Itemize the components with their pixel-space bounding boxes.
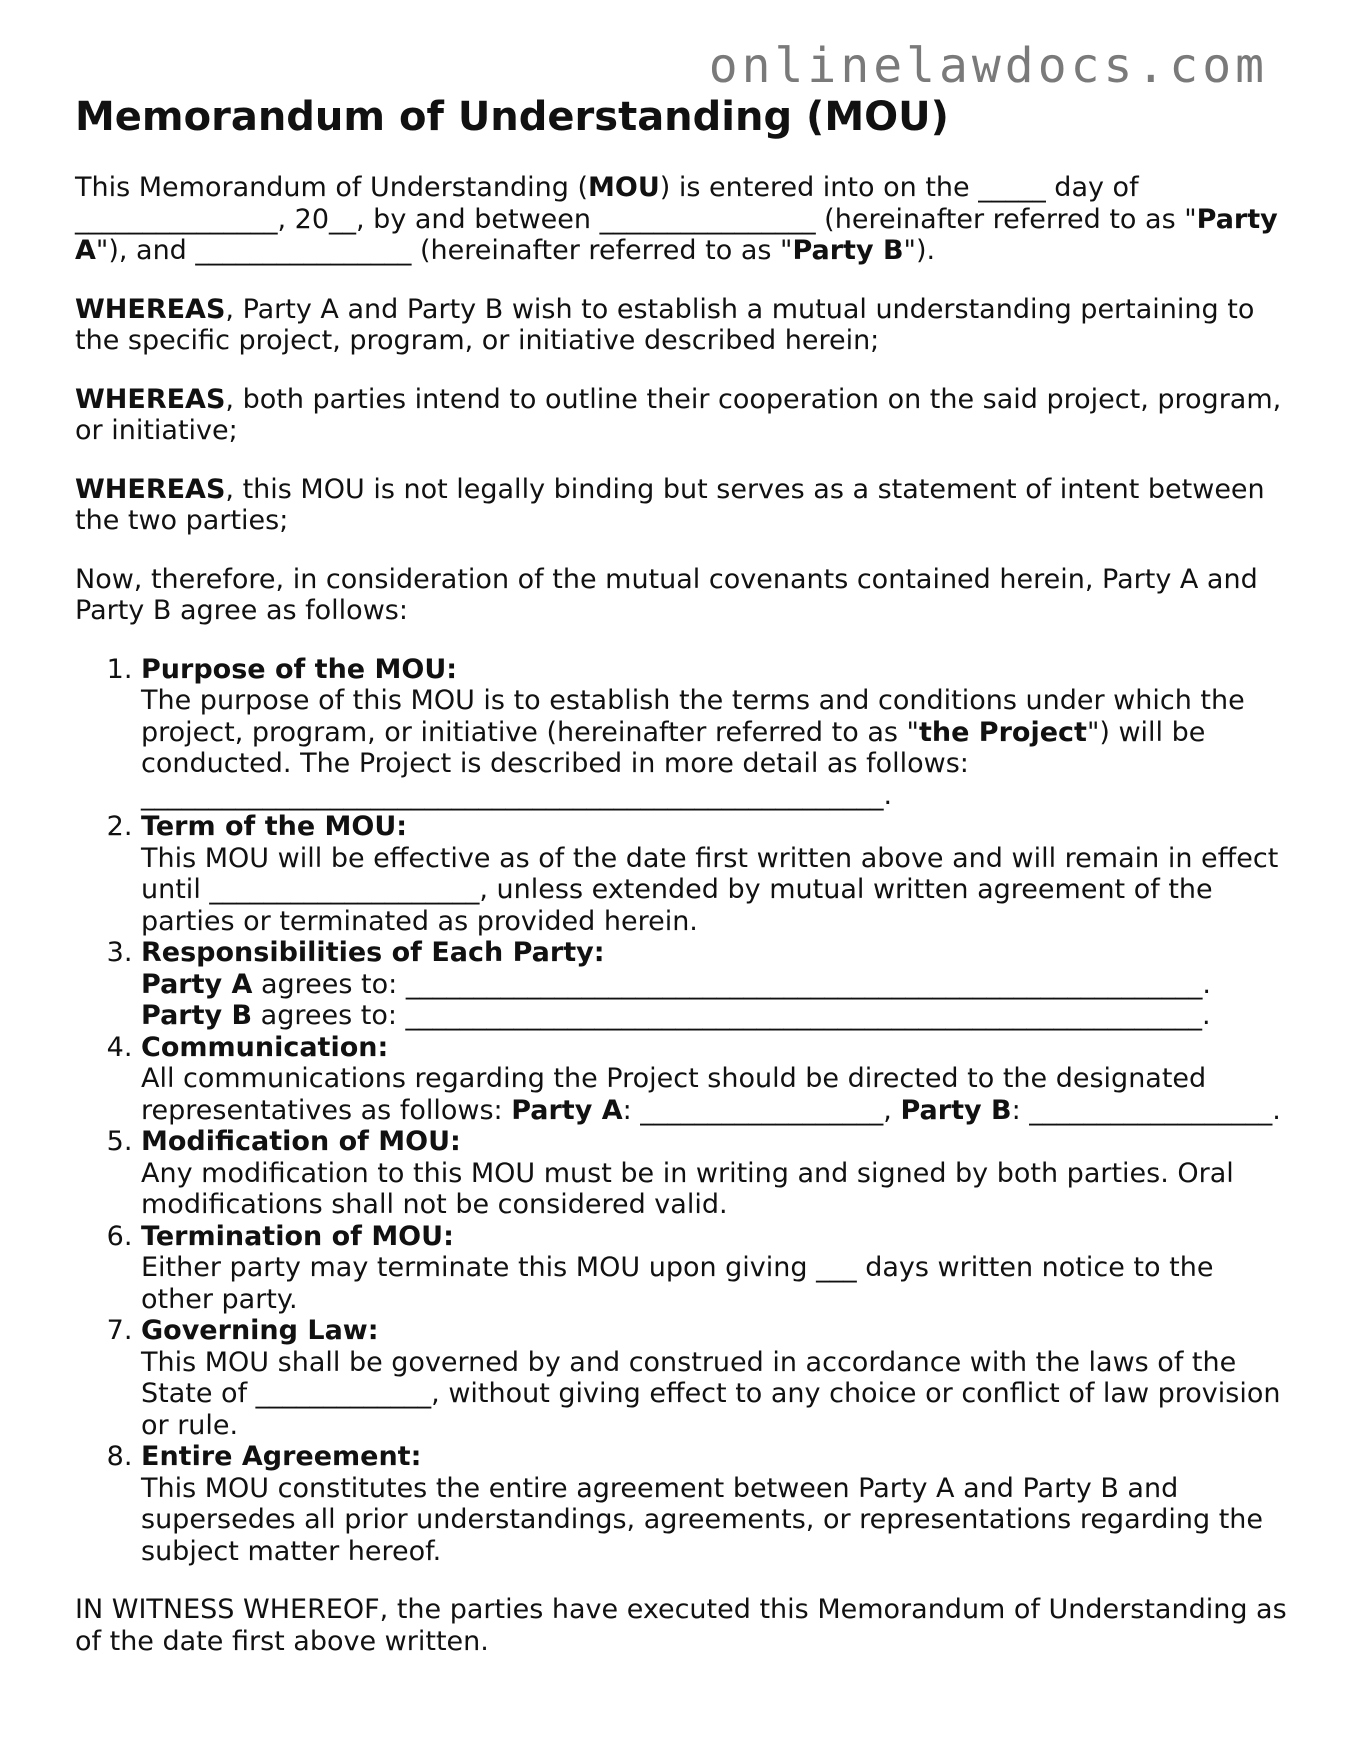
- section-text: This MOU shall be governed by and construed in accordance with the laws of the State of _____________, without giving effect to any choice or conflict of law provision or rule.: [141, 1346, 1281, 1441]
- section-text: ") will be conducted. The Project is described in more detail as follows: _______________________________________________________.: [141, 716, 1206, 811]
- whereas-text: , this MOU is not legally binding but serves as a statement of intent between the two parties;: [75, 473, 1265, 536]
- section-title: 7. Governing Law:: [141, 1315, 379, 1346]
- intro-text: "), and ________________ (hereinafter referred to as ": [95, 235, 793, 266]
- section-title: 1. Purpose of the MOU:: [141, 653, 458, 685]
- whereas-clause-1: [75, 294, 1290, 357]
- section-text: Either party may terminate this MOU upon giving ___ days written notice to the other party.: [141, 1252, 1214, 1315]
- section-text: : __________________.: [1011, 1094, 1281, 1126]
- section-entire-agreement: [141, 1441, 1290, 1567]
- whereas-text: , Party A and Party B wish to establish a mutual understanding pertaining to the specific project, program, or initiative described herein;: [75, 293, 1255, 356]
- section-text: Any modification to this MOU must be in writing and signed by both parties. Oral modifications shall not be considered valid.: [141, 1157, 1234, 1220]
- whereas-clause-3: [75, 474, 1290, 537]
- section-termination: [141, 1221, 1290, 1316]
- section-title: 6. Termination of MOU:: [141, 1220, 454, 1252]
- whereas-keyword: WHEREAS: [75, 293, 226, 325]
- party-a-duties: agrees to: ___________________________________________________________.: [252, 968, 1211, 1000]
- section-term: [141, 811, 1290, 937]
- section-title: 5. Modification of MOU:: [141, 1126, 461, 1157]
- section-title: 2. Term of the MOU:: [141, 811, 408, 842]
- section-bold: the Project: [918, 716, 1087, 748]
- section-bold: Party B: [900, 1094, 1012, 1126]
- intro-text: ").: [903, 235, 936, 266]
- section-bold: Party A: [511, 1094, 623, 1126]
- whereas-clause-2: [75, 384, 1290, 447]
- party-b-duties: agrees to: ___________________________________________________________.: [252, 1000, 1211, 1031]
- document-body: [75, 92, 1290, 1657]
- watermark: onlinelawdocs.com: [708, 38, 1268, 94]
- party-b-label: Party B: [141, 1000, 253, 1031]
- section-title: 3. Responsibilities of Each Party:: [141, 937, 605, 968]
- section-text: All communications regarding the Project should be directed to the designated representatives as follows:: [141, 1063, 1207, 1126]
- section-text: The purpose of this MOU is to establish the terms and conditions under which the project, program, or initiative (hereinafter referred to as ": [141, 685, 1245, 748]
- now-therefore-paragraph: Now, therefore, in consideration of the mutual covenants contained herein, Party A and Party B agree as follows:: [75, 563, 1258, 626]
- section-communication: [141, 1032, 1290, 1127]
- whereas-text: , both parties intend to outline their cooperation on the said project, program, or initiative;: [75, 383, 1282, 446]
- section-title: 8. Entire Agreement:: [141, 1441, 422, 1472]
- section-text: : __________________,: [622, 1094, 901, 1126]
- witness-paragraph: IN WITNESS WHEREOF, the parties have executed this Memorandum of Understanding as of the date first above written.: [75, 1594, 1287, 1657]
- intro-text: This Memorandum of Understanding (: [75, 172, 589, 203]
- intro-text: ) is entered into on the _____ day of _______________, 20__, by and between ________________ (hereinafter referred to as ": [75, 172, 1197, 235]
- party-a-label: Party A: [141, 968, 253, 1000]
- section-title: 4. Communication:: [141, 1031, 389, 1063]
- document-title: Memorandum of Understanding (MOU): [75, 94, 949, 140]
- intro-bold: MOU: [588, 172, 660, 203]
- section-governing-law: [141, 1315, 1290, 1441]
- section-text: This MOU constitutes the entire agreement between Party A and Party B and supersedes all prior understandings, agreements, or representations regarding the subject matter hereof.: [141, 1472, 1264, 1567]
- intro-bold: Party A: [75, 203, 1278, 266]
- section-modification: [141, 1126, 1290, 1221]
- whereas-keyword: WHEREAS: [75, 383, 226, 415]
- section-text: This MOU will be effective as of the date first written above and will remain in effect until ____________________, unless extended by mutual written agreement of the parties or terminated as provided herein.: [141, 842, 1279, 937]
- section-responsibilities: [141, 937, 1290, 1032]
- intro-paragraph: [75, 172, 1290, 267]
- sections-list: [75, 654, 1290, 1568]
- section-purpose: [141, 654, 1290, 812]
- whereas-keyword: WHEREAS: [75, 473, 226, 505]
- intro-bold: Party B: [792, 235, 904, 266]
